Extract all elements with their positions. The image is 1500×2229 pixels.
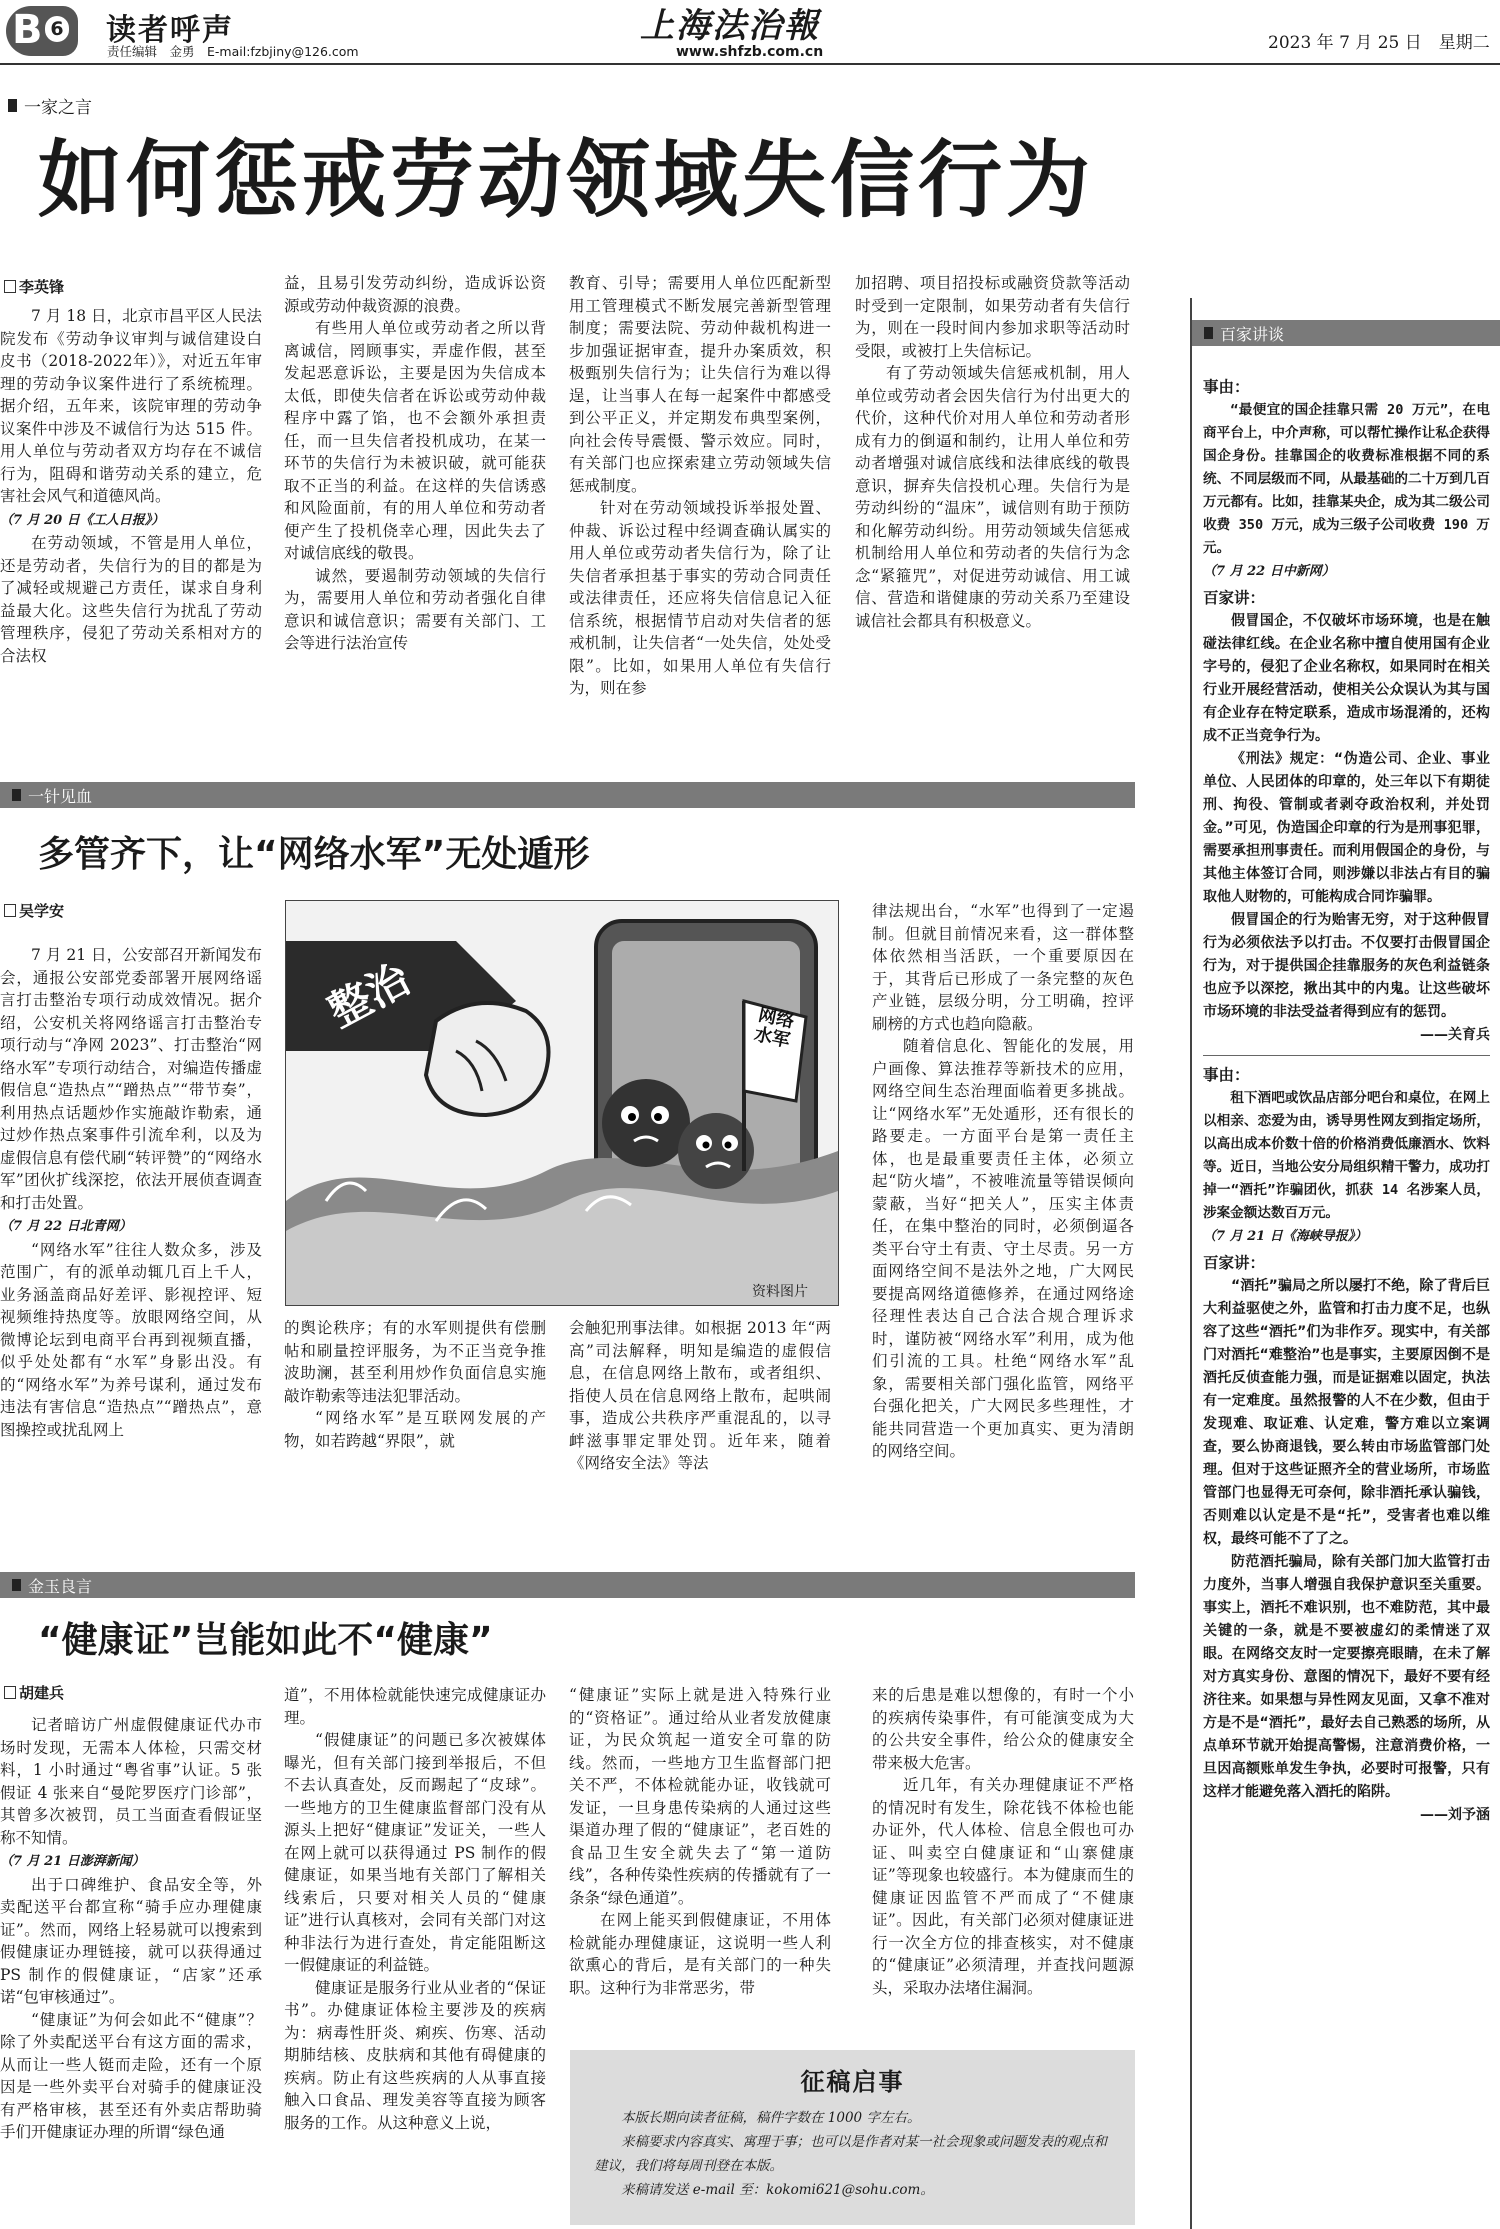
paragraph: 随着信息化、智能化的发展，用户画像、算法推荐等新技术的应用，网络空间生态治理面临着更多挑战。让“网络水军”无处遁形，还有很长的路要走。一方面平台是第一责任主体，也是最重要责任主体，必须立起“防火墙”，不被唯流量等错误倾向蒙蔽，当好“把关人”，压实主体责任，在集中整治的同时，必须倒逼各类平台守土有责、守土尽责。另一方面网络空间不是法外之地，广大网民要提高网络道德修养，在通过网络途径理性表达自己合法合规合理诉求时，谨防被“网络水军”利用，成为他们引流的工具。杜绝“网络水军”乱象，需要相关部门强化监管，网络平台强化把关，广大网民多些理性，才能共同营造一个更加真实、更为清朗的网络空间。 (872, 1037, 1134, 1460)
section-label: 一针见血 (28, 787, 93, 806)
section-header (0, 782, 1135, 808)
source-note: （7 月 20 日《工人日报》） (0, 512, 165, 528)
article-column (0, 944, 262, 1441)
article-column (872, 1684, 1134, 1999)
section-header (0, 1572, 1135, 1598)
paragraph: 有了劳动领域失信惩戒机制，用人单位或劳动者会因失信行为付出更大的代价，这种代价对用人单位和劳动者形成有力的倒逼和制约，让用人单位和劳动者增强对诚信底线和法律底线的敬畏意识，摒弃失信投机心理。失信行为是劳动纠纷的“温床”，诚信则有助于预防和化解劳动纠纷。用劳动领域失信惩戒机制给用人单位和劳动者的失信行为念念“紧箍咒”，对促进劳动诚信、用工诚信、营造和谐健康的劳动关系乃至建设诚信社会都具有积极意义。 (855, 364, 1130, 630)
paragraph: 记者暗访广州虚假健康证代办市场时发现，无需本人体检，只需交材料，1 小时通过“粤省事”认证。5 张假证 4 张来自“曼陀罗医疗门诊部”，其曾多次被罚，员工当面查看假证坚称不知情。 (0, 1716, 262, 1847)
case-label: 事由： (1203, 1066, 1250, 1084)
sidebar-rule (1203, 1055, 1490, 1056)
cartoon-fist-text: 整治 (320, 953, 418, 1037)
page-letter: B (12, 7, 43, 53)
paragraph: “健康证”为何会如此不“健康”？除了外卖配送平台有这方面的需求，从而让一些人铤而走险，还有一个原因是一些外卖平台对骑手的健康证没有严格审核，甚至还有外卖店帮助骑手们开健康证办理的所谓“绿色通 (0, 2010, 262, 2141)
page-number: 6 (45, 16, 69, 42)
paragraph: 教育、引导；需要用人单位匹配新型用工管理模式不断发展完善新型管理制度；需要法院、劳动仲裁机构进一步加强证据审查，提升办案质效，积极甄别失信行为；让失信行为难以得逞，让当事人在每一起案件中都感受到公平正义，并定期发布典型案例，向社会传导震慑、警示效应。同时，有关部门也应探索建立劳动领域失信惩戒制度。 (569, 274, 831, 495)
source-note: （7 月 22 日北青网） (0, 1219, 132, 1234)
paragraph: 的舆论秩序；有的水军则提供有偿删帖和刷量控评服务，为不正当竞争推波助澜，甚至利用炒作负面信息实施敲诈勒索等违法犯罪活动。 (284, 1319, 546, 1405)
paragraph: 近几年，有关办理健康证不严格的情况时有发生，除花钱不体检也能办证外，代人体检、信息全假也可办证、叫卖空白健康证和“山寨健康证”等现象也较盛行。本为健康而生的健康证因监管不严而成了“不健康证”。因此，有关部门必须对健康证进行一次全方位的排查核实，对不健康的“健康证”必须清理，并查找问题源头，采取办法堵住漏洞。 (872, 1776, 1134, 1997)
paragraph: 诚然，要遏制劳动领域的失信行为，需要用人单位和劳动者强化自律意识和诚信意识；需要有关部门、工会等进行法治宣传 (284, 566, 546, 652)
paragraph: 会触犯刑事法律。如根据 2013 年“两高”司法解释，明知是编造的虚假信息，在信息网络上散布，或者组织、指使人员在信息网络上散布，起哄闹事，造成公共秩序严重混乱的，以寻衅滋事罪定罪处罚。近年来，随着《网络安全法》等法 (569, 1319, 831, 1472)
article-column (569, 1317, 831, 1475)
cartoon-flag-text: 网络水军 (752, 1004, 797, 1052)
column-marker (8, 99, 17, 112)
article-column (0, 305, 262, 667)
article-column (872, 900, 1134, 1463)
paper-name: 上海法治報 (640, 6, 820, 46)
cartoon-image (285, 900, 839, 1306)
paragraph: 针对在劳动领域投诉举报处置、仲裁、诉讼过程中经调查确认属实的用人单位或劳动者失信行为，除了让失信者承担基于事实的劳动合同责任或法律责任，还应将失信信息记入征信系统，根据情节启动对失信者的惩戒机制，让失信者“一处失信，处处受限”。比如，如果用人单位有失信行为，则在参 (569, 499, 831, 697)
notice-line: 来稿请发送 e-mail 至：kokomi621@sohu.com。 (621, 2182, 934, 2198)
article-column (855, 272, 1130, 632)
source-note: （7 月 21 日澎湃新闻） (0, 1854, 145, 1869)
signature: ——刘予涵 (1420, 1807, 1490, 1823)
case-text: 租下酒吧或饮品店部分吧台和桌位，在网上以相亲、恋爱为由，诱导男性网友到指定场所，以高出成本价数十倍的价格消费低廉酒水、饮料等。近日，当地公安分局组织精干警力，成功打掉一“酒托”诈骗团伙，抓获 14 名涉案人员，涉案金额达数百万元。 (1203, 1090, 1490, 1221)
sidebar-content (1203, 372, 1490, 1827)
source-note: （7 月 22 日中新网） (1203, 564, 1335, 579)
paragraph: 防范酒托骗局，除有关部门加大监管打击力度外，当事人增强自我保护意识至关重要。事实上，酒托不难识别，也不难防范，其中最关键的一条，就是不要被虚幻的柔情迷了双眼。在网络交友时一定要擦亮眼睛，在未了解对方真实身份、意图的情况下，最好不要有经济往来。如果想与异性网友见面，又拿不准对方是不是“酒托”，最好去自己熟悉的场所，从点单环节就开始提高警惕，注意消费价格，一旦因高额账单发生争执，必要时可报警，只有这样才能避免落入酒托的陷阱。 (1203, 1554, 1490, 1800)
article-column (284, 1684, 546, 2134)
masthead (0, 0, 1500, 62)
paragraph: 7 月 21 日，公安部召开新闻发布会，通报公安部党委部署开展网络谣言打击整治专项行动成效情况。据介绍，公安机关将网络谣言打击整治专项行动与“净网 2023”、打击整治“网络水军”专项行动结合，对编造传播虚假信息“造热点”“蹭热点”“带节奏”，利用热点话题炒作实施敲诈勒索，通过炒作热点案事件引流牟利，以及为虚假信息有偿代刷“转评赞”的“网络水军”团伙扩线深挖，依法开展侦查调查和打击处置。 (0, 946, 262, 1212)
paragraph: 《刑法》规定：“伪造公司、企业、事业单位、人民团体的印章的，处三年以下有期徒刑、拘役、管制或者剥夺政治权利，并处罚金。”可见，伪造国企印章的行为是刑事犯罪，需要承担刑事责任。而利用假国企的身份，与其他主体签订合同，则涉嫌以非法占有目的骗取他人财物的，可能构成合同诈骗罪。 (1203, 751, 1490, 905)
paragraph: “网络水军”是互联网发展的产物，如若跨越“界限”，就 (284, 1409, 546, 1450)
paragraph: 假冒国企的行为贻害无穷，对于这种假冒行为必须依法予以打击。不仅要打击假冒国企行为，对于提供国企挂靠服务的灰色利益链条也应予以深挖，揪出其中的内鬼。让这些破坏市场环境的非法受益者得到应有的惩罚。 (1203, 912, 1490, 1020)
sidebar-divider (1190, 298, 1192, 2229)
paragraph: 有些用人单位或劳动者之所以背离诚信，罔顾事实，弄虚作假，甚至发起恶意诉讼，主要是因为失信成本太低，即使失信者在诉讼或劳动仲裁程序中露了馅，也不会额外承担责任，而一旦失信者投机成功，在某一环节的失信行为未被识破，就可能获取不正当的利益。在这样的失信诱惑和风险面前，有的用人单位和劳动者便产生了投机侥幸心理，因此失去了对诚信底线的敬畏。 (284, 319, 546, 562)
article-title: 如何惩戒劳动领域失信行为 (38, 131, 1095, 229)
article-title: 多管齐下，让“网络水军”无处遁形 (38, 834, 590, 875)
paragraph: 道”，不用体检就能快速完成健康证办理。 (284, 1686, 546, 1727)
section-marker (12, 1579, 21, 1591)
section-marker (1204, 327, 1213, 339)
article-column (569, 1684, 831, 1999)
masthead-rule (0, 63, 1500, 65)
paragraph: “酒托”骗局之所以屡打不绝，除了背后巨大利益驱使之外，监管和打击力度不足，也纵容了这些“酒托”们为非作歹。现实中，有关部门对酒托“难整治”也是事实，主要原因倒不是酒托反侦查能力强，而是证据难以固定，执法有一定难度。虽然报警的人不在少数，但由于发现难、取证难、认定难，警方难以立案调查，要么协商退钱，要么转由市场监管部门处理。但对于这些证照齐全的营业场所，市场监管部门也显得无可奈何，除非酒托承认骗钱，否则难以认定是不是“托”，受害者也难以维权，最终可能不了了之。 (1203, 1278, 1490, 1547)
article-column (284, 1317, 546, 1452)
paragraph: “健康证”实际上就是进入特殊行业的“资格证”。通过给从业者发放健康证，为民众筑起一道安全可靠的防线。然而，一些地方卫生监督部门把关不严，不体检就能办证，收钱就可发证，一旦身患传染病的人通过这些渠道办理了假的“健康证”，老百姓的食品卫生安全就失去了“第一道防线”，各种传染性疾病的传播就有了一条条“绿色通道”。 (569, 1686, 831, 1907)
paragraph: 在网上能买到假健康证，不用体检就能办理健康证，这说明一些人利欲熏心的背后，是有关部门的一种失职。这种行为非常恶劣，带 (569, 1911, 831, 1997)
notice-title: 征稿启事 (800, 2068, 905, 2096)
signature: ——关育兵 (1420, 1027, 1490, 1043)
editor-info: 责任编辑 金勇 E-mail:fzbjiny@126.com (107, 44, 359, 59)
paragraph: 加招聘、项目招投标或融资贷款等活动时受到一定限制，如果劳动者有失信行为，则在一段时间内参加求职等活动时受限，或被打上失信标记。 (855, 274, 1130, 360)
website: www.shfzb.com.cn (676, 44, 824, 60)
issue-date: 2023 年 7 月 25 日 星期二 (1268, 33, 1490, 53)
paragraph: 益，且易引发劳动纠纷，造成诉讼资源或劳动仲裁资源的浪费。 (284, 274, 546, 315)
paragraph: “假健康证”的问题已多次被媒体曝光，但有关部门接到举报后，不但不去认真查处，反而踢起了“皮球”。一些地方的卫生健康监督部门没有从源头上把好“健康证”发证关，一些人在网上就可以获得通过 PS 制作的假健康证，如果当地有关部门了解相关线索后，只要对相关人员的“健康证”进行认真核对，会同有关部门对这种非法行为进行查处，肯定能阻断这一假健康证的利益链。 (284, 1731, 546, 1974)
paragraph: 健康证是服务行业从业者的“保证书”。办健康证体检主要涉及的疾病为：病毒性肝炎、痢疾、伤寒、活动期肺结核、皮肤病和其他有碍健康的疾病。防止有这些疾病的人从事直接触入口食品、理发美容等直接为顾客服务的工作。从这种意义上说， (284, 1978, 546, 2132)
image-caption: 资料图片 (752, 1284, 808, 1300)
paragraph: 律法规出台，“水军”也得到了一定遏制。但就目前情况来看，这一群体整体依然相当活跃，一个重要原因在于，其背后已形成了一条完整的灰色产业链，层级分明，分工明确，控评刷榜的方式也趋向隐蔽。 (872, 902, 1134, 1033)
section-label: 金玉良言 (28, 1577, 93, 1596)
paragraph: “网络水军”往往人数众多，涉及范围广，有的派单动辄几百上千人，业务涵盖商品好差评、影视控评、短视频维持热度等。放眼网络空间，从微博论坛到电商平台再到视频直播，似乎处处都有“水军”身影出没。有的“网络水军”为养号谋利，通过发布违法有害信息“造热点”“蹭热点”，意图操控或扰乱网上 (0, 1240, 262, 1439)
section-name: 读者呼声 (106, 13, 234, 48)
paragraph: 出于口碑维护、食品安全等，外卖配送平台都宣称“骑手应办理健康证”。然而，网络上轻易就可以搜索到假健康证办理链接，就可以获得通过 PS 制作的假健康证，“店家”还承诺“包审核通过”。 (0, 1875, 262, 2006)
paragraph: 7 月 18 日，北京市昌平区人民法院发布《劳动争议审判与诚信建设白皮书（2018-2022年）》，对近五年审理的劳动争议案件进行了系统梳理。据介绍，五年来，该院审理的劳动争议案件中涉及不诚信行为达 515 件。用人单位与劳动者双方均存在不诚信行为，阻碍和谐劳动关系的建立，危害社会风气和道德风尚。 (0, 307, 262, 505)
article-column (284, 272, 546, 655)
case-label: 事由： (1203, 378, 1250, 396)
byline: 胡建兵 (4, 1682, 64, 1703)
notice-line: 本版长期向读者征稿，稿件字数在 1000 字左右。 (621, 2110, 921, 2126)
section-label: 百家讲谈 (1220, 325, 1285, 344)
section-marker (12, 789, 21, 801)
notice-body (594, 2106, 1114, 2202)
talk-label: 百家讲： (1203, 589, 1266, 607)
paragraph: 来的后患是难以想像的，有时一个小的疾病传染事件，有可能演变成为大的公共安全事件，给公众的健康安全带来极大危害。 (872, 1686, 1134, 1772)
paragraph: 在劳动领域，不管是用人单位，还是劳动者，失信行为的目的都是为了减轻或规避己方责任，谋求自身利益最大化。这些失信行为扰乱了劳动管理秩序，侵犯了劳动关系相对方的合法权 (0, 534, 262, 665)
article-column (569, 272, 831, 700)
talk-label: 百家讲： (1203, 1254, 1266, 1272)
byline: 吴学安 (4, 900, 64, 921)
notice-line: 来稿要求内容真实、寓理于事；也可以是作者对某一社会现象或问题发表的观点和建议，我们将每周刊登在本版。 (594, 2134, 1107, 2174)
sidebar-header (1192, 320, 1500, 346)
paragraph: 假冒国企，不仅破坏市场环境，也是在触碰法律红线。在企业名称中擅自使用国有企业字号的，侵犯了企业名称权，如果同时在相关行业开展经营活动，使相关公众误认为其与国有企业存在特定联系，造成市场混淆的，还构成不正当竞争行为。 (1203, 613, 1490, 744)
source-note: （7 月 21 日《海峡导报》） (1203, 1229, 1368, 1244)
column-label: 一家之言 (24, 98, 92, 118)
call-for-submissions (570, 2050, 1135, 2225)
case-text: “最便宜的国企挂靠只需 20 万元”，在电商平台上，中介声称，可以帮忙操作让私企获得国企身份。挂靠国企的收费标准根据不同的系统、不同层级而不同，从最基础的二十万到几百万元都有。比如，挂靠某央企，成为其二级公司收费 350 万元，成为三级子公司收费 190 万元。 (1203, 402, 1490, 556)
byline: 李英锋 (4, 276, 64, 297)
article-title: “健康证”岂能如此不“健康” (38, 1620, 493, 1661)
article-column (0, 1714, 262, 2144)
